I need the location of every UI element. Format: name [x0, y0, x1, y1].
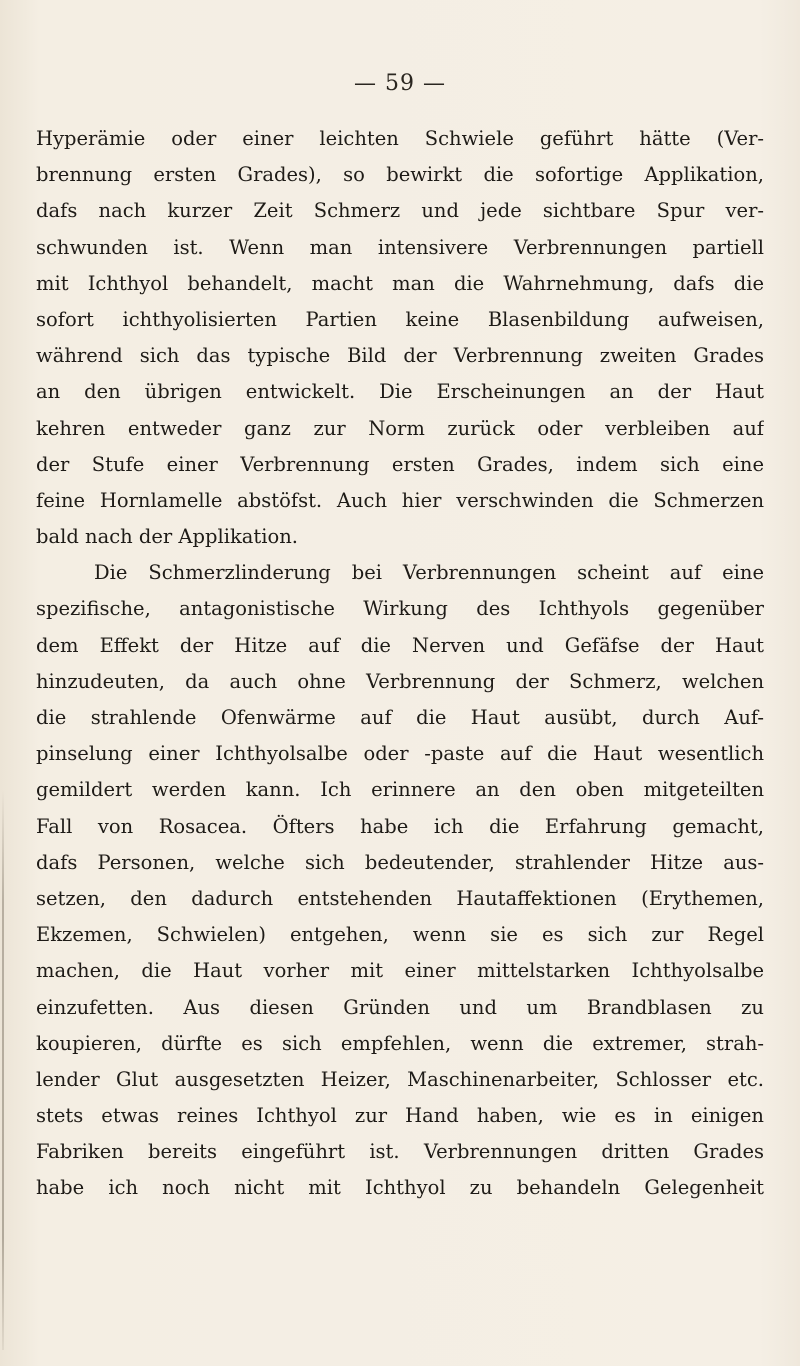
text-line: schwunden ist. Wenn man intensivere Verbrennungen partiell	[36, 235, 764, 259]
text-line: mit Ichthyol behandelt, macht man die Wahrnehmung, dafs die	[36, 271, 764, 295]
page-number: — 59 —	[354, 71, 446, 96]
page-edge-shadow	[2, 790, 4, 1350]
text-line: Hyperämie oder einer leichten Schwiele geführt hätte (Ver-	[36, 127, 764, 150]
text-line: während sich das typische Bild der Verbrennung zweiten Grades	[36, 344, 764, 368]
text-line: dafs Personen, welche sich bedeutender, strahlender Hitze aus-	[36, 850, 764, 874]
text-line: spezifische, antagonistische Wirkung des Ichthyols gegenüber	[36, 597, 764, 621]
text-line: feine Hornlamelle abstöfst. Auch hier verschwinden die Schmerzen	[36, 488, 764, 512]
text-line: Fabriken bereits eingeführt ist. Verbrennungen dritten Grades	[36, 1140, 764, 1164]
text-line: an den übrigen entwickelt. Die Erscheinungen an der Haut	[36, 380, 764, 404]
body-text	[36, 121, 764, 1207]
text-line: pinselung einer Ichthyolsalbe oder -paste auf die Haut wesentlich	[36, 742, 764, 766]
text-line: dafs nach kurzer Zeit Schmerz und jede sichtbare Spur ver-	[36, 199, 764, 223]
text-line: hinzudeuten, da auch ohne Verbrennung der Schmerz, welchen	[36, 669, 764, 693]
text-line: sofort ichthyolisierten Partien keine Blasenbildung aufweisen,	[36, 307, 764, 331]
text-line: lender Glut ausgesetzten Heizer, Maschinenarbeiter, Schlosser etc.	[36, 1067, 764, 1091]
text-line: koupieren, dürfte es sich empfehlen, wenn die extremer, strah-	[36, 1031, 764, 1055]
paragraph-end-line: bald nach der Applikation.	[36, 525, 298, 549]
text-line: die strahlende Ofenwärme auf die Haut ausübt, durch Auf-	[36, 706, 764, 729]
text-line: einzufetten. Aus diesen Gründen und um Brandblasen zu	[36, 995, 764, 1019]
text-line: kehren entweder ganz zur Norm zurück oder verbleiben auf	[36, 416, 764, 440]
text-line: brennung ersten Grades), so bewirkt die sofortige Applikation,	[36, 163, 764, 187]
text-line: setzen, den dadurch entstehenden Hautaffektionen (Erythemen,	[36, 886, 764, 910]
text-line: Ekzemen, Schwielen) entgehen, wenn sie es sich zur Regel	[36, 923, 764, 947]
paragraph-start-line: Die Schmerzlinderung bei Verbrennungen scheint auf eine	[94, 561, 764, 585]
text-line: Fall von Rosacea. Öfters habe ich die Erfahrung gemacht,	[36, 814, 764, 838]
text-line: machen, die Haut vorher mit einer mittelstarken Ichthyolsalbe	[36, 959, 764, 983]
text-line: gemildert werden kann. Ich erinnere an den oben mitgeteilten	[36, 778, 764, 802]
text-line: dem Effekt der Hitze auf die Nerven und Gefäfse der Haut	[36, 633, 764, 657]
text-line: stets etwas reines Ichthyol zur Hand haben, wie es in einigen	[36, 1104, 764, 1128]
text-line: habe ich noch nicht mit Ichthyol zu behandeln Gelegenheit	[36, 1176, 764, 1200]
text-line: der Stufe einer Verbrennung ersten Grades, indem sich eine	[36, 452, 764, 476]
